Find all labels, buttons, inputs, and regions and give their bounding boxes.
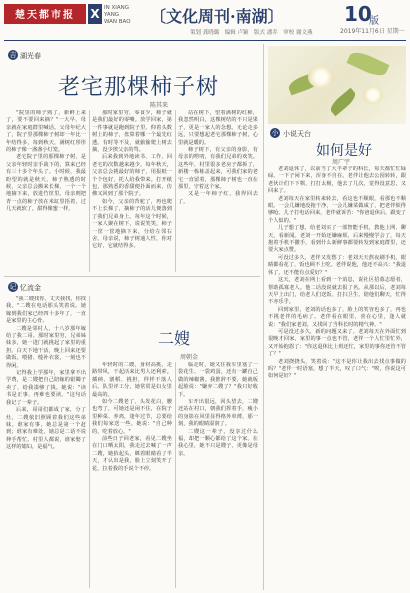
column-divider — [175, 110, 176, 272]
paragraph: 如今二嫂老了，头发花白，腰也弯了，可她还是闲不住，在院子里种菜、养鸡，逢年过节，总要给我们每家送一些。她说："自己种的，吃着放心。" — [92, 399, 172, 435]
paragraph: 站在树下，望着满树的红柿，我忽然明白，这棵树结的不只是果子，更是一家人的念想。无论走多远，只要想起老宅那棵柿子树，心里就是暖的。 — [178, 110, 258, 146]
city-label — [104, 5, 131, 26]
editor-credits: 策划 龚晓璐 编辑 卢颖 版式 潘乔 审校 谢文燕 — [190, 30, 313, 36]
paragraph: 年轻时的二嫂，身材高挑，走路带风，干起活来比男人还利索。插秧、割稻、挑担，样样不落人后。队里评工分，她常常是妇女里最高的。 — [92, 362, 172, 398]
paragraph: 老刘退休了，以前当了大半辈子的科长，每天都忙忙碌碌，一下子闲下来，浑身不自在。老伴让他去公园转转，跟老伙计们下下棋、打打太极，他去了几次，觉得没意思，又回来了。 — [268, 166, 406, 195]
column-divider — [89, 110, 90, 272]
page-unit: 版 — [369, 16, 379, 27]
column-logo-icon: 记 — [9, 283, 17, 291]
article-column-2 — [92, 110, 172, 272]
city-line-1: IN XIANG — [104, 5, 130, 11]
page-number: 10 — [344, 2, 372, 26]
column-label: 湖光春 — [20, 52, 41, 60]
article-title: 二嫂 — [158, 329, 191, 348]
paragraph: "我二嫂找你，丈夫我找，你找我。"二嫂在电话那头笑着说。她嫁到我们家已经四十多年了，一直是家里的主心骨。 — [6, 296, 86, 325]
article-title: 如何是好 — [316, 143, 372, 159]
leaf-shape — [346, 48, 389, 79]
paragraph: 这天，老刘在网上看到一个消息，说社区招募志愿者，帮助孤寡老人。他二话没说就去报了名。从那以后，老刘每天早上出门，给老人们送饭、打扫卫生、陪他们聊天，忙得不亦乐乎。 — [268, 277, 406, 306]
paragraph: 车开出很远，回头望去，二嫂还站在村口，朝我们挥着手，瘦小的身影在风里显得格外单薄。那一刻，我的眼睛湿润了。 — [178, 399, 258, 428]
leaf-shape — [328, 88, 359, 116]
paragraph: 后来我到外地读书、工作，回老宅的次数越来越少。每年秋天，父亲总会挑最好的柿子，用报纸一个个包好，托人给我带来。打开纸包，那熟悉的香甜便扑面而来，仿佛又回到了那个院子。 — [92, 154, 172, 198]
article-column-1 — [268, 166, 406, 588]
paragraph: 柿子树下，有父亲的身影，有母亲的唠叨，有我们兄弟的欢笑。这些年，村里很多老房子都拆了，新楼一栋栋盖起来，可我们家的老宅一直留着，那棵柿子树也一直在那里，守着这个家。 — [178, 147, 258, 191]
city-line-2: YANG — [104, 12, 120, 18]
paragraph: 如今，父亲的背驼了，再也爬不上长梯了，摘柿子的活儿便落到了我们兄弟身上。每年这个时候，一家人聚在树下，说说笑笑，柿子一筐一筐地摘下来，分给左邻右舍。母亲说，柿子树通人性，你对它好，它就结得多。 — [92, 198, 172, 250]
paragraph: 回到家里，老刘的话也多了，脸上的笑容也多了，再也不挑老伴的毛病了。老伴看在眼里，喜在心里，逢人就说："我们家老刘，又找回了当科长时的精气神。" — [268, 306, 406, 328]
paragraph: 临走时，她又往我车里塞了一袋花生、一袋鸡蛋，还有一罐自己做的辣椒酱。我推辞不要，她就板起脸说："嫌弃二嫂了？"我只好收下。 — [178, 362, 258, 398]
paragraph: 后来，哥哥们都成了家，分了灶，二嫂依旧照顾着我们这些弟妹。谁家有事，她总是第一个赶到；谁家有难处，她总是二话不说伸手帮忙。村里人都说，谁家娶了这样的媳妇，是福气。 — [6, 407, 86, 451]
newspaper-logo — [4, 4, 86, 24]
section-x-mark: X — [88, 4, 102, 24]
section-divider — [4, 276, 260, 277]
paragraph: "院里的柿子熟了，新鲜上来了，要不要回来摘？"一大早，母亲就在家庭群里喊话。父母年纪大了，院子里那棵柿子树却一年比一年结得多，每到秋天，满树红彤彤的柿子像一盏盏小灯笼。 — [6, 110, 86, 154]
column-logo-icon: 吉 — [9, 51, 17, 59]
paragraph: 又是一年柿子红，我得回去了。 — [178, 191, 258, 205]
page-header — [0, 0, 410, 44]
paragraph: 记得我上学那年，家里拿不出学费，是二嫂把自己陪嫁的银镯子卖了，给我凑够了钱。她说："读书是正事，再难也要读。"这句话我记了一辈子。 — [6, 370, 86, 406]
paragraph: 前些日子回老家，看见二嫂坐在门口晒太阳，我走过去喊了一声二嫂，她抬起头，眯着眼睛看了半天，才认出是我，脸上立刻笑开了花，拉着我的手说个不停。 — [92, 436, 172, 472]
column-label: 小说天台 — [283, 130, 311, 138]
paragraph: 二嫂这一辈子，没享过什么福，却把一颗心都给了这个家。在我心里，她不只是嫂子，更像是母亲。 — [178, 428, 258, 457]
paragraph: 老刘每天在家里转来转去，看这也不顺眼，看那也不顺眼。一会儿嫌地没拖干净，一会儿嫌菜做咸了，把老伴烦得够呛。儿子打电话回来，老伴就诉苦："你爸退休后，跟变了个人似的。" — [268, 195, 406, 224]
column-logo-icon: 小 — [271, 129, 279, 137]
article-byline: 周朝金 — [180, 354, 199, 361]
article-column-3 — [178, 110, 258, 272]
article-column-2 — [92, 362, 172, 588]
column-divider — [89, 296, 90, 588]
article-column-1 — [6, 296, 86, 588]
article-column-1 — [6, 110, 86, 272]
flower-shape — [308, 66, 334, 88]
city-line-3: WAN BAO — [104, 19, 131, 25]
article-photo — [268, 46, 406, 124]
article-byline: 周广宇 — [332, 159, 351, 166]
paragraph: 那时家里穷，零食少，柿子就是我们最好的零嘴。放学回家，第一件事就是跑到院子里，仰着头数树上的柿子，盘算着哪一个最先红透。有时等不及，就偷偷爬上树去摘，没少挨父亲的骂。 — [92, 110, 172, 154]
newspaper-logo-text: 楚天都市报 — [15, 10, 75, 21]
column-label: 忆流金 — [20, 284, 41, 292]
main-divider — [263, 44, 264, 590]
article-column-3 — [178, 362, 258, 588]
section-title: 〔文化周刊·南湖〕 — [150, 7, 284, 26]
paragraph: 二嫂是邻村人，十八岁那年嫁给了我二哥。那时家里穷，兄弟姊妹多，她一进门就挑起了家里的重担。白天下地干活，晚上回来还要做饭、喂猪、缝补衣裳，一刻也不得闲。 — [6, 325, 86, 369]
paragraph: 老刘挠挠头，笑着说："这不是你让我出去找点事做的吗？"老伴一时语塞，想了半天，叹了口气："唉，你说这可如何是好？" — [268, 358, 406, 380]
paragraph: 老宅院子里的那棵柿子树，是父亲年轻时亲手栽下的，算来已经有三十多个年头了。小时候，我最盼望的就是秋天，柿子熟透的时候，父亲总会搬来长梯，一个一个地摘下来，放进竹筐里。母亲则把青一点的柿子放在米缸里捂着，过几天就软了，甜得像蜜一样。 — [6, 154, 86, 213]
article-title: 老宅那棵柿子树 — [58, 75, 220, 100]
issue-date: 2019年11月6日 星期一 — [340, 28, 405, 35]
flower-shape — [363, 86, 383, 104]
column-divider — [175, 362, 176, 588]
header-rule — [4, 40, 406, 41]
paragraph: 儿子想了想，给老刘买了一部智能手机，教他上网、聊天、看新闻。老刘一开始还嫌麻烦，后来慢慢学会了，每天抱着手机不撒手，看到什么新鲜事都要转发到家庭群里，还要大家点赞。 — [268, 225, 406, 254]
paragraph: 可没过多久，老伴又发愁了：老刘天天熬夜刷手机，眼睛都看花了，饭也顾不上吃。老伴说他，他还不高兴："我退休了，还不能有点爱好？" — [268, 254, 406, 276]
paragraph: 可是没过多久，新的问题又来了。老刘每天在外面忙到很晚才回家，家里的事一点也不管，老伴一个人忙里忙外，又开始抱怨了："你这退休比上班还忙，家里的事你还管不管了？" — [268, 328, 406, 358]
article-byline: 陈其来 — [150, 102, 169, 109]
